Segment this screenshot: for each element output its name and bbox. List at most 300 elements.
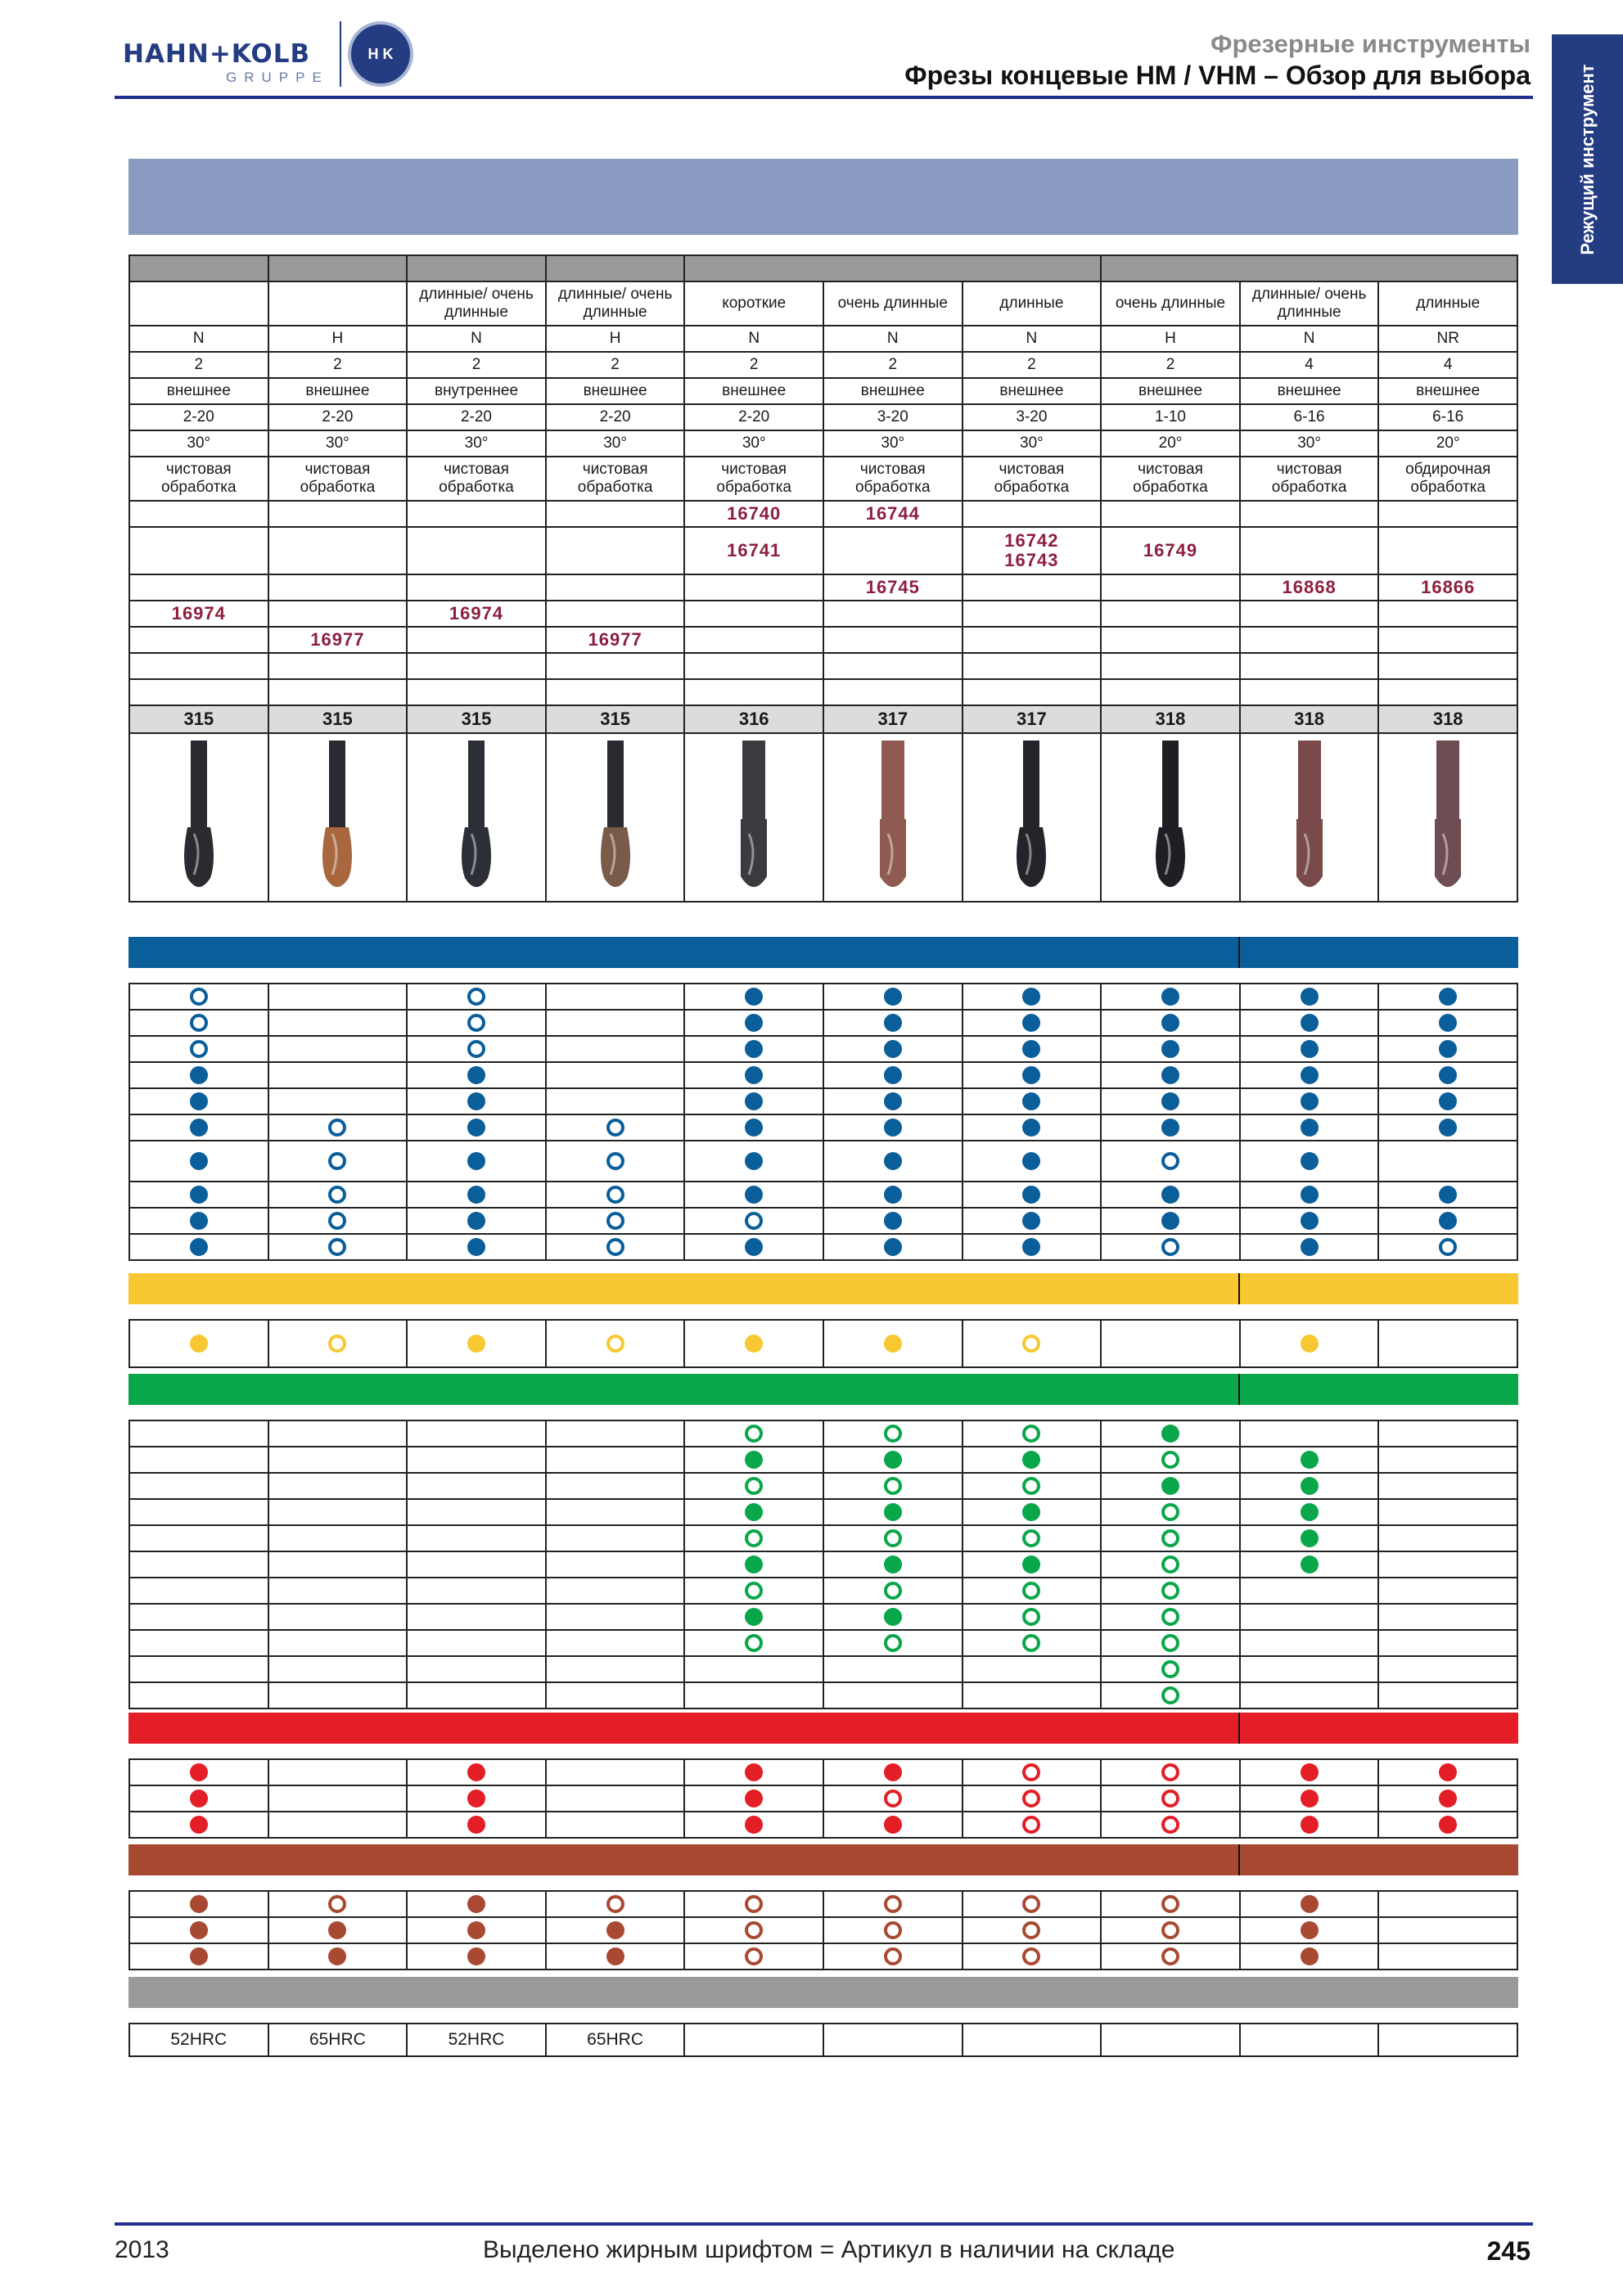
suitable-dot-icon: [190, 1212, 208, 1230]
article-number-cell: [963, 502, 1102, 528]
article-number-cell: [824, 628, 963, 654]
endmill-icon: [313, 737, 362, 898]
article-number-cell: [547, 528, 686, 575]
article-number[interactable]: 16977: [310, 629, 365, 650]
footer-note: Выделено жирным шрифтом = Артикул в наличии на складе: [483, 2236, 1175, 2263]
suitability-cell: [269, 1182, 408, 1209]
suitable-dot-icon: [1439, 1186, 1457, 1204]
suitability-cell: [1102, 1421, 1241, 1447]
spec-length-cell: очень длинные: [1102, 282, 1241, 326]
suitable-dot-icon: [745, 1119, 763, 1137]
spec-helix-cell: 30°: [963, 431, 1102, 457]
spec-range-cell: 3-20: [963, 405, 1102, 431]
spec-application-cell: чистовая обработка: [547, 457, 686, 502]
suitable-dot-icon: [467, 1790, 485, 1808]
suitability-cell: [1379, 1526, 1518, 1552]
suitability-cell: [408, 1011, 547, 1037]
spec-range-cell: 6-16: [1379, 405, 1518, 431]
spec-flutes-cell: 2: [547, 353, 686, 379]
spec-range-cell: 2-20: [685, 405, 824, 431]
material-group-band: [128, 1713, 1518, 1744]
suitable-dot-icon: [1301, 1921, 1319, 1939]
suitability-cell: [130, 1063, 269, 1089]
suitability-cell: [1241, 1037, 1380, 1063]
logo-divider: [340, 21, 341, 87]
endmill-image: [1241, 734, 1380, 903]
suitability-cell: [408, 1321, 547, 1368]
limited-ring-icon: [884, 1425, 902, 1443]
suitable-dot-icon: [745, 1763, 763, 1781]
suitability-cell: [1102, 1552, 1241, 1578]
suitability-cell: [408, 1063, 547, 1089]
suitability-cell: [269, 1578, 408, 1605]
suitability-cell: [1241, 1141, 1380, 1182]
article-number-cell: [685, 680, 824, 706]
suitable-dot-icon: [1439, 1014, 1457, 1032]
limited-ring-icon: [467, 1014, 485, 1032]
suitability-cell: [963, 1786, 1102, 1812]
suitability-cell: [963, 1141, 1102, 1182]
spec-type-cell: H: [269, 326, 408, 353]
suitable-dot-icon: [1161, 1477, 1179, 1495]
suitability-cell: [269, 1089, 408, 1115]
suitable-dot-icon: [190, 1092, 208, 1110]
suitability-cell: [685, 1657, 824, 1683]
suitability-cell: [269, 1892, 408, 1918]
spec-table: [128, 254, 1518, 903]
suitable-dot-icon: [1161, 1119, 1179, 1137]
suitability-cell: [1102, 1631, 1241, 1657]
suitability-cell: [1102, 1141, 1241, 1182]
limited-ring-icon: [606, 1895, 624, 1913]
suitability-cell: [963, 1474, 1102, 1500]
suitable-dot-icon: [190, 1947, 208, 1965]
article-number[interactable]: 16974: [171, 603, 226, 624]
suitability-cell: [685, 1918, 824, 1944]
suitability-cell: [269, 1786, 408, 1812]
group-header-cell: [547, 256, 686, 282]
suitability-cell: [269, 1812, 408, 1839]
suitability-cell: [408, 1786, 547, 1812]
suitable-dot-icon: [884, 1503, 902, 1521]
suitability-cell: [1379, 1321, 1518, 1368]
suitable-dot-icon: [745, 1186, 763, 1204]
suitability-cell: [963, 1235, 1102, 1261]
suitability-cell: [1241, 1500, 1380, 1526]
limited-ring-icon: [1161, 1660, 1179, 1678]
suitability-cell: [1102, 1760, 1241, 1786]
limited-ring-icon: [745, 1582, 763, 1600]
endmill-image: [408, 734, 547, 903]
suitability-cell: [824, 1500, 963, 1526]
suitability-cell: [1102, 2024, 1241, 2057]
article-number-cell: [408, 601, 547, 628]
suitable-dot-icon: [1161, 1066, 1179, 1084]
suitability-cell: [824, 2024, 963, 2057]
suitable-dot-icon: [606, 1947, 624, 1965]
suitability-cell: [824, 1944, 963, 1970]
suitability-cell: [130, 1235, 269, 1261]
suitability-cell: [963, 1526, 1102, 1552]
article-number-cell: [547, 680, 686, 706]
suitable-dot-icon: [1301, 1763, 1319, 1781]
limited-ring-icon: [1161, 1555, 1179, 1573]
section-tab[interactable]: [1552, 34, 1623, 284]
limited-ring-icon: [745, 1212, 763, 1230]
suitability-cell: [130, 1209, 269, 1235]
suitability-cell: [408, 1421, 547, 1447]
suitability-cell: [685, 1892, 824, 1918]
suitable-dot-icon: [884, 1014, 902, 1032]
limited-ring-icon: [884, 1947, 902, 1965]
suitability-cell: [685, 1447, 824, 1474]
suitability-cell: [130, 1760, 269, 1786]
suitability-cell: [408, 2024, 547, 2057]
suitability-cell: [408, 1037, 547, 1063]
spec-length-cell: очень длинные: [824, 282, 963, 326]
article-number-cell: [824, 502, 963, 528]
suitability-cell: [963, 1657, 1102, 1683]
suitability-cell: [685, 2024, 824, 2057]
limited-ring-icon: [884, 1634, 902, 1652]
suitability-cell: [269, 1500, 408, 1526]
band-divider: [1238, 1713, 1240, 1744]
suitability-cell: [547, 1812, 686, 1839]
spec-application-cell: чистовая обработка: [963, 457, 1102, 502]
suitability-cell: [1241, 1474, 1380, 1500]
suitability-cell: [130, 1182, 269, 1209]
limited-ring-icon: [1022, 1763, 1040, 1781]
suitability-cell: [963, 1944, 1102, 1970]
suitable-dot-icon: [467, 1763, 485, 1781]
suitability-cell: [1241, 1011, 1380, 1037]
suitability-cell: [269, 1918, 408, 1944]
suitability-cell: [269, 1063, 408, 1089]
suitability-cell: [685, 1760, 824, 1786]
suitability-cell: [269, 1944, 408, 1970]
suitable-dot-icon: [328, 1921, 346, 1939]
suitable-dot-icon: [1301, 1790, 1319, 1808]
suitable-dot-icon: [745, 1238, 763, 1256]
limited-ring-icon: [328, 1335, 346, 1353]
spec-flutes-cell: 4: [1379, 353, 1518, 379]
spec-flutes-cell: 2: [130, 353, 269, 379]
limited-ring-icon: [745, 1529, 763, 1547]
suitable-dot-icon: [1161, 988, 1179, 1006]
material-group-table: [128, 1758, 1518, 1839]
spec-application-cell: чистовая обработка: [269, 457, 408, 502]
article-number-cell: [408, 502, 547, 528]
suitable-dot-icon: [1301, 1816, 1319, 1834]
suitability-cell: [685, 1011, 824, 1037]
spec-flutes-cell: 4: [1241, 353, 1380, 379]
spec-range-cell: 6-16: [1241, 405, 1380, 431]
article-number[interactable]: 16744: [865, 503, 920, 524]
article-number-cell: [408, 628, 547, 654]
suitability-cell: [1379, 1235, 1518, 1261]
suitable-dot-icon: [1301, 1186, 1319, 1204]
suitability-cell: [1241, 1657, 1380, 1683]
article-number[interactable]: 16977: [588, 629, 642, 650]
limited-ring-icon: [328, 1186, 346, 1204]
suitable-dot-icon: [190, 1152, 208, 1170]
suitability-cell: [963, 1089, 1102, 1115]
suitability-cell: [824, 1918, 963, 1944]
spec-cooling-cell: внешнее: [685, 379, 824, 405]
suitable-dot-icon: [467, 1895, 485, 1913]
suitability-cell: [408, 1944, 547, 1970]
suitability-cell: [824, 1552, 963, 1578]
spec-length-cell: длинные/ очень длинные: [408, 282, 547, 326]
suitability-cell: [1102, 1892, 1241, 1918]
article-number[interactable]: 16743: [1004, 550, 1059, 570]
suitability-cell: [685, 1786, 824, 1812]
band-divider: [1238, 937, 1240, 968]
suitability-cell: [685, 1683, 824, 1709]
suitable-dot-icon: [1022, 988, 1040, 1006]
suitable-dot-icon: [1301, 1212, 1319, 1230]
suitability-cell: [824, 1683, 963, 1709]
band-divider: [1238, 1844, 1240, 1875]
suitability-cell: [1241, 1760, 1380, 1786]
suitability-cell: [824, 1474, 963, 1500]
suitable-dot-icon: [884, 1816, 902, 1834]
suitability-cell: [408, 1918, 547, 1944]
suitability-cell: [1379, 1474, 1518, 1500]
suitable-dot-icon: [745, 1152, 763, 1170]
suitability-cell: [1241, 1182, 1380, 1209]
suitable-dot-icon: [467, 1947, 485, 1965]
suitability-cell: [269, 1683, 408, 1709]
suitability-cell: [130, 1037, 269, 1063]
suitability-cell: [1379, 2024, 1518, 2057]
hardness-label: 65HRC: [309, 2030, 366, 2049]
suitability-cell: [963, 1011, 1102, 1037]
material-group-band: [128, 1273, 1518, 1304]
suitability-cell: [1241, 1918, 1380, 1944]
suitability-cell: [130, 1141, 269, 1182]
suitability-cell: [269, 1657, 408, 1683]
suitability-cell: [547, 1235, 686, 1261]
limited-ring-icon: [1161, 1238, 1179, 1256]
spec-cooling-cell: внутреннее: [408, 379, 547, 405]
catalog-page-ref: 317: [824, 706, 963, 734]
article-number-cell: [269, 628, 408, 654]
suitable-dot-icon: [1439, 1092, 1457, 1110]
suitability-cell: [269, 1474, 408, 1500]
suitability-cell: [1102, 1500, 1241, 1526]
suitable-dot-icon: [190, 1335, 208, 1353]
suitability-cell: [1241, 1421, 1380, 1447]
limited-ring-icon: [1161, 1451, 1179, 1469]
suitable-dot-icon: [1301, 1947, 1319, 1965]
page-number: 245: [1486, 2236, 1531, 2266]
suitability-cell: [824, 1235, 963, 1261]
suitability-cell: [963, 2024, 1102, 2057]
suitability-cell: [408, 984, 547, 1011]
suitability-cell: [547, 1786, 686, 1812]
limited-ring-icon: [745, 1425, 763, 1443]
suitability-cell: [130, 1474, 269, 1500]
suitability-cell: [547, 1011, 686, 1037]
article-number-cell: [1241, 601, 1380, 628]
article-number-cell: [963, 628, 1102, 654]
suitable-dot-icon: [1022, 1238, 1040, 1256]
suitability-cell: [1102, 984, 1241, 1011]
category-title: Фрезерные инструменты: [1210, 29, 1531, 58]
band-divider: [1238, 1374, 1240, 1405]
suitability-cell: [130, 1892, 269, 1918]
suitable-dot-icon: [884, 1152, 902, 1170]
limited-ring-icon: [606, 1238, 624, 1256]
suitable-dot-icon: [467, 1238, 485, 1256]
suitability-cell: [963, 1421, 1102, 1447]
limited-ring-icon: [328, 1119, 346, 1137]
suitable-dot-icon: [884, 1451, 902, 1469]
limited-ring-icon: [606, 1152, 624, 1170]
article-number[interactable]: 16742: [1004, 530, 1059, 551]
spec-type-cell: N: [685, 326, 824, 353]
suitability-cell: [1102, 1812, 1241, 1839]
suitability-cell: [1102, 1063, 1241, 1089]
suitability-cell: [963, 1812, 1102, 1839]
suitable-dot-icon: [745, 1555, 763, 1573]
suitability-cell: [685, 1321, 824, 1368]
suitability-cell: [685, 984, 824, 1011]
suitable-dot-icon: [1301, 1477, 1319, 1495]
suitability-cell: [963, 984, 1102, 1011]
suitable-dot-icon: [1301, 1895, 1319, 1913]
suitability-cell: [685, 1115, 824, 1141]
suitability-cell: [1102, 1683, 1241, 1709]
suitability-cell: [1379, 1209, 1518, 1235]
material-group-table: [128, 1319, 1518, 1368]
suitability-cell: [1102, 1786, 1241, 1812]
suitability-cell: [130, 1526, 269, 1552]
article-number-cell: [1379, 528, 1518, 575]
suitability-cell: [824, 1526, 963, 1552]
spec-helix-cell: 30°: [408, 431, 547, 457]
limited-ring-icon: [884, 1790, 902, 1808]
suitability-cell: [963, 1063, 1102, 1089]
spec-range-cell: 2-20: [130, 405, 269, 431]
suitability-cell: [824, 1115, 963, 1141]
suitability-cell: [269, 1526, 408, 1552]
logo-emblem: H K: [348, 21, 413, 87]
suitable-dot-icon: [884, 1212, 902, 1230]
suitability-cell: [685, 1812, 824, 1839]
limited-ring-icon: [745, 1477, 763, 1495]
suitability-cell: [130, 1011, 269, 1037]
suitability-cell: [1379, 1605, 1518, 1631]
spec-range-cell: 3-20: [824, 405, 963, 431]
limited-ring-icon: [1161, 1608, 1179, 1626]
spec-range-cell: 2-20: [408, 405, 547, 431]
suitability-cell: [1379, 1812, 1518, 1839]
suitable-dot-icon: [1022, 1212, 1040, 1230]
suitability-cell: [685, 1552, 824, 1578]
suitability-cell: [547, 1421, 686, 1447]
endmill-icon: [1285, 737, 1334, 898]
article-number-cell: [824, 601, 963, 628]
hardness-label: 65HRC: [587, 2030, 644, 2049]
suitability-cell: [269, 1760, 408, 1786]
article-number[interactable]: 16866: [1421, 577, 1476, 597]
article-number[interactable]: 16745: [865, 577, 920, 597]
article-number-cell: [269, 654, 408, 680]
suitability-cell: [824, 1578, 963, 1605]
limited-ring-icon: [1022, 1947, 1040, 1965]
suitable-dot-icon: [190, 1066, 208, 1084]
suitability-cell: [130, 1421, 269, 1447]
suitability-cell: [547, 1474, 686, 1500]
spec-flutes-cell: 2: [1102, 353, 1241, 379]
endmill-image: [1102, 734, 1241, 903]
suitability-cell: [963, 1892, 1102, 1918]
limited-ring-icon: [1022, 1816, 1040, 1834]
article-number[interactable]: 16740: [727, 503, 782, 524]
suitable-dot-icon: [745, 1092, 763, 1110]
suitability-cell: [130, 1812, 269, 1839]
suitability-cell: [1102, 1209, 1241, 1235]
limited-ring-icon: [1022, 1921, 1040, 1939]
article-number[interactable]: 16974: [449, 603, 504, 624]
spec-cooling-cell: внешнее: [1241, 379, 1380, 405]
material-group-band: [128, 937, 1518, 968]
limited-ring-icon: [606, 1119, 624, 1137]
suitable-dot-icon: [1161, 1092, 1179, 1110]
article-number-cell: [1102, 502, 1241, 528]
suitability-cell: [963, 1683, 1102, 1709]
suitability-cell: [1241, 2024, 1380, 2057]
spec-type-cell: H: [547, 326, 686, 353]
spec-length-cell: [269, 282, 408, 326]
catalog-page-ref: 316: [685, 706, 824, 734]
suitability-cell: [1102, 1011, 1241, 1037]
suitability-cell: [408, 1141, 547, 1182]
suitability-cell: [1102, 1944, 1241, 1970]
suitability-cell: [547, 1182, 686, 1209]
suitable-dot-icon: [745, 1040, 763, 1058]
footer-year: 2013: [115, 2236, 169, 2263]
suitable-dot-icon: [1022, 1186, 1040, 1204]
article-number-cell: [547, 502, 686, 528]
article-number-cell: [1379, 680, 1518, 706]
limited-ring-icon: [884, 1582, 902, 1600]
article-number[interactable]: 16741: [727, 540, 782, 560]
suitable-dot-icon: [1022, 1503, 1040, 1521]
suitability-cell: [130, 1631, 269, 1657]
article-number-cell: [269, 575, 408, 601]
article-number-cell: [824, 528, 963, 575]
limited-ring-icon: [1022, 1634, 1040, 1652]
article-number[interactable]: 16868: [1282, 577, 1337, 597]
hardness-label: 52HRC: [448, 2030, 505, 2049]
limited-ring-icon: [1161, 1895, 1179, 1913]
suitable-dot-icon: [1022, 1040, 1040, 1058]
article-number-cell: [824, 680, 963, 706]
article-number-cell: [1102, 654, 1241, 680]
limited-ring-icon: [1161, 1686, 1179, 1704]
article-number[interactable]: 16749: [1143, 540, 1198, 560]
suitability-cell: [547, 1063, 686, 1089]
limited-ring-icon: [1161, 1503, 1179, 1521]
suitability-cell: [408, 1526, 547, 1552]
suitable-dot-icon: [467, 1119, 485, 1137]
suitable-dot-icon: [884, 1238, 902, 1256]
limited-ring-icon: [1022, 1790, 1040, 1808]
suitability-cell: [1379, 1552, 1518, 1578]
